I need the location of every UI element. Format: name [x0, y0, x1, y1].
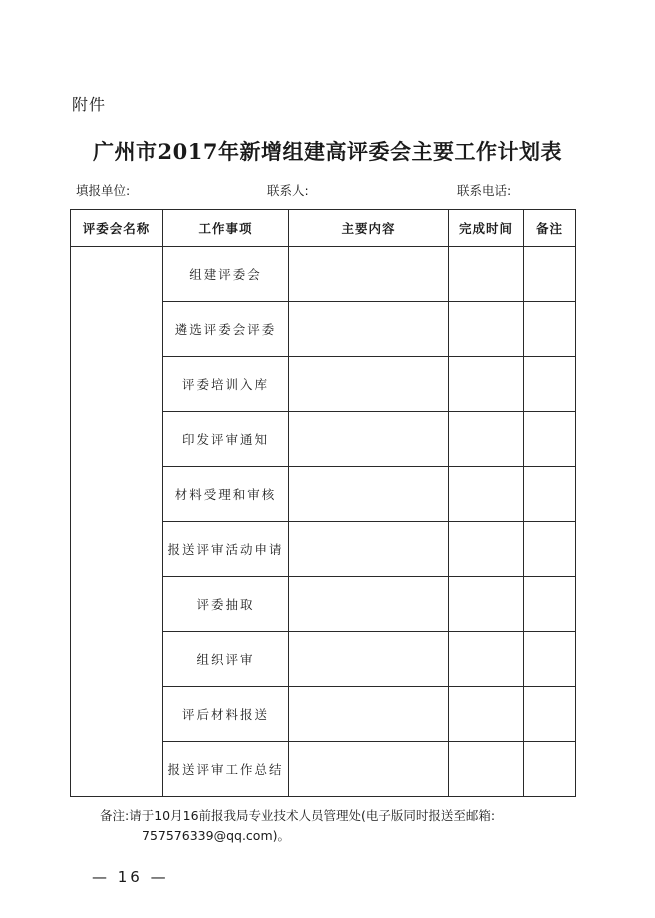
task-cell: 报送评审活动申请 — [163, 522, 289, 577]
remark-cell[interactable] — [524, 522, 576, 577]
header-committee-name: 评委会名称 — [71, 210, 163, 247]
header-completion-time: 完成时间 — [449, 210, 524, 247]
header-remarks: 备注 — [524, 210, 576, 247]
content-cell[interactable] — [289, 632, 449, 687]
remark-cell[interactable] — [524, 467, 576, 522]
content-cell[interactable] — [289, 412, 449, 467]
header-main-content: 主要内容 — [289, 210, 449, 247]
content-cell[interactable] — [289, 687, 449, 742]
table-header-row — [71, 210, 576, 247]
time-cell[interactable] — [449, 742, 524, 797]
task-cell: 组建评委会 — [163, 247, 289, 302]
footnote — [100, 806, 570, 846]
task-cell: 评委培训入库 — [163, 357, 289, 412]
time-cell[interactable] — [449, 467, 524, 522]
fill-contact-label: 联系人: — [267, 183, 309, 198]
remark-cell[interactable] — [524, 632, 576, 687]
fill-in-row — [0, 181, 655, 201]
time-cell[interactable] — [449, 357, 524, 412]
task-cell: 评委抽取 — [163, 577, 289, 632]
committee-name-cell[interactable] — [71, 247, 163, 797]
task-cell: 组织评审 — [163, 632, 289, 687]
content-cell[interactable] — [289, 522, 449, 577]
task-cell: 印发评审通知 — [163, 412, 289, 467]
content-cell[interactable] — [289, 247, 449, 302]
time-cell[interactable] — [449, 687, 524, 742]
remark-cell[interactable] — [524, 302, 576, 357]
remark-cell[interactable] — [524, 687, 576, 742]
time-cell[interactable] — [449, 412, 524, 467]
remark-cell[interactable] — [524, 577, 576, 632]
remark-cell[interactable] — [524, 412, 576, 467]
fill-phone-label: 联系电话: — [457, 183, 512, 198]
content-cell[interactable] — [289, 357, 449, 412]
time-cell[interactable] — [449, 302, 524, 357]
document-title: 广州市2017年新增组建高评委会主要工作计划表 — [93, 139, 562, 164]
time-cell[interactable] — [449, 577, 524, 632]
time-cell[interactable] — [449, 247, 524, 302]
task-cell: 评后材料报送 — [163, 687, 289, 742]
task-cell: 材料受理和审核 — [163, 467, 289, 522]
table-row — [71, 247, 576, 302]
content-cell[interactable] — [289, 742, 449, 797]
time-cell[interactable] — [449, 522, 524, 577]
footnote-line-1: 备注:请于10月16前报我局专业技术人员管理处(电子版同时报送至邮箱: — [100, 808, 496, 823]
footnote-line-2: 757576339@qq.com)。 — [142, 828, 290, 843]
fill-unit-label: 填报单位: — [76, 183, 131, 198]
remark-cell[interactable] — [524, 742, 576, 797]
attachment-label: 附件 — [72, 95, 107, 114]
work-plan-table — [70, 209, 576, 797]
content-cell[interactable] — [289, 302, 449, 357]
page-number: — 16 — — [92, 868, 169, 886]
remark-cell[interactable] — [524, 357, 576, 412]
remark-cell[interactable] — [524, 247, 576, 302]
header-work-item: 工作事项 — [163, 210, 289, 247]
task-cell: 遴选评委会评委 — [163, 302, 289, 357]
task-cell: 报送评审工作总结 — [163, 742, 289, 797]
time-cell[interactable] — [449, 632, 524, 687]
content-cell[interactable] — [289, 577, 449, 632]
content-cell[interactable] — [289, 467, 449, 522]
